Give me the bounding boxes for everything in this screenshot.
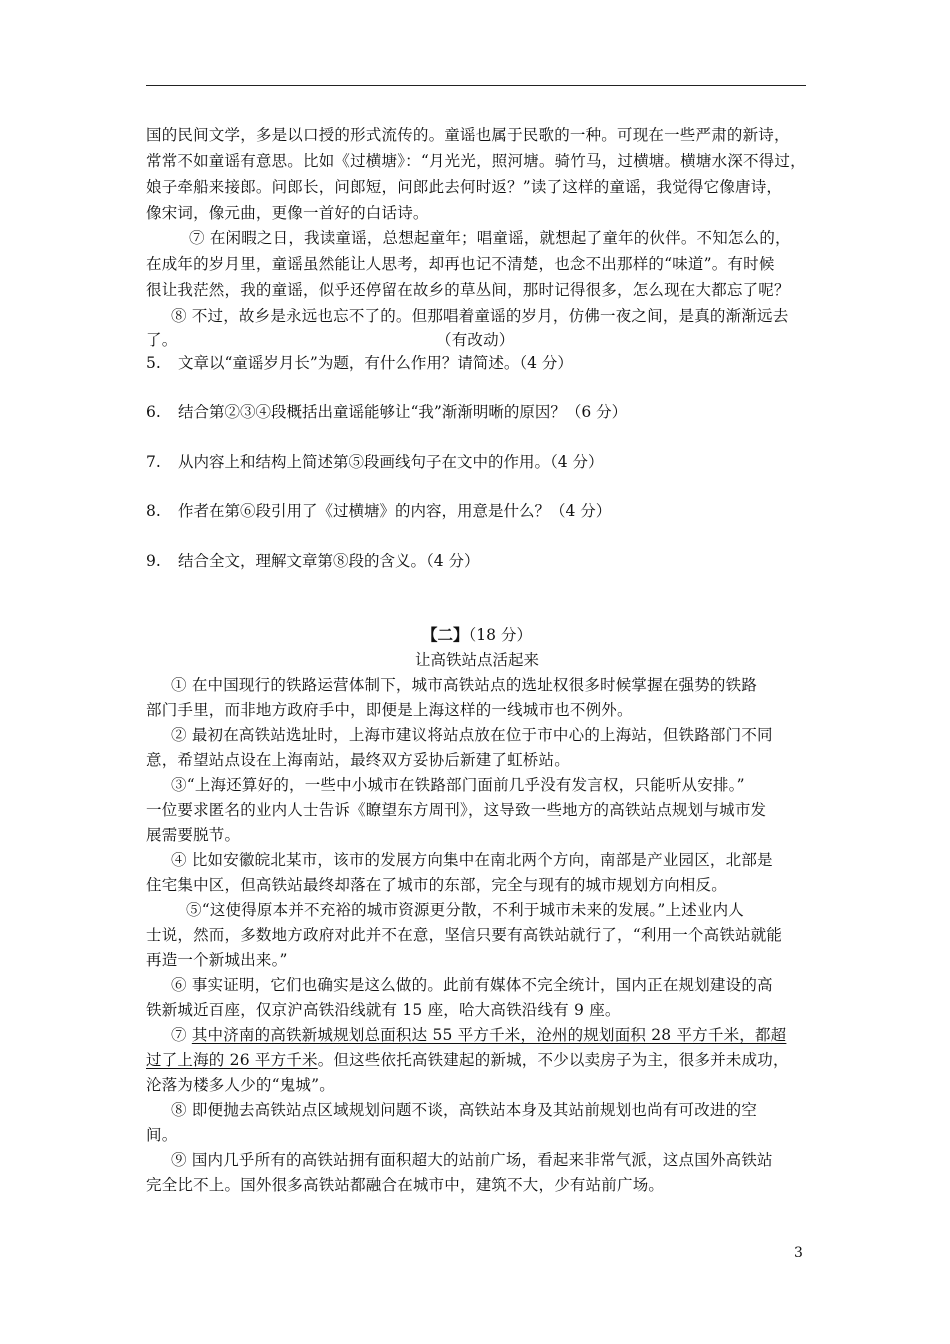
passage1-line: 很让我茫然，我的童谣，似乎还停留在故乡的草丛间，那时记得很多，怎么现在大都忘了呢？ bbox=[146, 281, 790, 299]
article-paragraph-3: ③“上海还算好的，一些中小城市在铁路部门面前几乎没有发言权，只能听从安排。” bbox=[171, 776, 745, 794]
section-heading bbox=[146, 622, 808, 648]
article-paragraph-8: ⑧ 即便抛去高铁站点区域规划问题不谈，高铁站本身及其站前规划也尚有可改进的空 bbox=[171, 1101, 758, 1119]
passage1-paragraph-7: ⑦ 在闲暇之日，我读童谣，总想起童年；唱童谣，就想起了童年的伙伴。不知怎么的， bbox=[189, 229, 791, 247]
question-6 bbox=[146, 399, 627, 425]
question-5 bbox=[146, 350, 573, 376]
article-line: 沦落为楼多人少的“鬼城”。 bbox=[146, 1076, 335, 1094]
passage1-line: 了。 bbox=[146, 331, 178, 349]
section-heading-score: （18 分） bbox=[468, 626, 532, 644]
article-line: 意，希望站点设在上海南站，最终双方妥协后新建了虹桥站。 bbox=[146, 751, 570, 769]
article-line: 住宅集中区，但高铁站最终却落在了城市的东部，完全与现有的城市规划方向相反。 bbox=[146, 876, 727, 894]
question-number: 7. bbox=[146, 453, 161, 471]
passage1-line: 娘子牵船来接郎。问郎长，问郎短，问郎此去何时返？”读了这样的童谣，我觉得它像唐诗， bbox=[146, 178, 783, 196]
article-line: 部门手里，而非地方政府手中，即便是上海这样的一线城市也不例外。 bbox=[146, 701, 633, 719]
article-paragraph-2: ② 最初在高铁站选址时，上海市建议将站点放在位于市中心的上海站，但铁路部门不同 bbox=[171, 726, 773, 744]
article-line: 士说，然而，多数地方政府对此并不在意，坚信只要有高铁站就行了，“利用一个高铁站就能 bbox=[146, 926, 783, 944]
passage1-line: 在成年的岁月里，童谣虽然能让人思考，却再也记不清楚，也念不出那样的“味道”。有时候 bbox=[146, 255, 775, 273]
article-line: 一位要求匿名的业内人士告诉《瞭望东方周刊》，这导致一些地方的高铁站点规划与城市发 bbox=[146, 801, 767, 819]
passage1-line: 国的民间文学，多是以口授的形式流传的。童谣也属于民歌的一种。可现在一些严肃的新诗， bbox=[146, 126, 790, 144]
header-rule bbox=[146, 85, 806, 86]
passage1-paragraph-8: ⑧ 不过，故乡是永远也忘不了的。但那唱着童谣的岁月，仿佛一夜之间，是真的渐渐远去 bbox=[171, 307, 789, 325]
underlined-sentence: 其中济南的高铁新城规划总面积达 55 平方千米，沧州的规划面积 28 平方千米，都超 bbox=[191, 1026, 787, 1044]
article-line: 再造一个新城出来。” bbox=[146, 951, 288, 969]
article-line bbox=[146, 1047, 808, 1073]
question-number: 6. bbox=[146, 403, 161, 421]
paragraph-marker: ⑦ bbox=[171, 1026, 192, 1044]
question-text: 从内容上和结构上简述第⑤段画线句子在文中的作用。（4 分） bbox=[178, 453, 604, 471]
question-8 bbox=[146, 498, 611, 524]
question-text: 文章以“童谣岁月长”为题，有什么作用？请简述。（4 分） bbox=[178, 354, 573, 372]
question-7 bbox=[146, 449, 604, 475]
question-9 bbox=[146, 548, 480, 574]
passage1-note: （有改动） bbox=[436, 331, 515, 349]
question-number: 5. bbox=[146, 354, 161, 372]
article-line: 间。 bbox=[146, 1126, 178, 1144]
article-paragraph-5: ⑤“这使得原本并不充裕的城市资源更分散，不利于城市未来的发展。”上述业内人 bbox=[186, 901, 745, 919]
article-paragraph-4: ④ 比如安徽皖北某市，该市的发展方向集中在南北两个方向，南部是产业园区，北部是 bbox=[171, 851, 773, 869]
article-line: 铁新城近百座，仅京沪高铁沿线就有 15 座，哈大高铁沿线有 9 座。 bbox=[146, 1001, 621, 1019]
question-text: 结合全文，理解文章第⑧段的含义。（4 分） bbox=[178, 552, 480, 570]
article-paragraph-6: ⑥ 事实证明，它们也确实是这么做的。此前有媒体不完全统计，国内正在规划建设的高 bbox=[171, 976, 773, 994]
sentence-continuation: 。但这些依托高铁建起的新城，不少以卖房子为主，很多并未成功， bbox=[317, 1051, 789, 1069]
question-text: 结合第②③④段概括出童谣能够让“我”渐渐明晰的原因？（6 分） bbox=[178, 403, 628, 421]
passage1-line: 像宋词，像元曲，更像一首好的白话诗。 bbox=[146, 204, 429, 222]
article-line: 展需要脱节。 bbox=[146, 826, 241, 844]
article-paragraph-7 bbox=[171, 1022, 833, 1048]
article-title: 让高铁站点活起来 bbox=[414, 651, 539, 669]
article-line: 完全比不上。国外很多高铁站都融合在城市中，建筑不大，少有站前广场。 bbox=[146, 1176, 665, 1194]
question-number: 9. bbox=[146, 552, 161, 570]
underlined-sentence: 过了上海的 26 平方千米 bbox=[146, 1051, 318, 1069]
page-number: 3 bbox=[794, 1245, 803, 1261]
question-text: 作者在第⑥段引用了《过横塘》的内容，用意是什么？（4 分） bbox=[178, 502, 612, 520]
passage1-line: 常常不如童谣有意思。比如《过横塘》：“月光光，照河塘。骑竹马，过横塘。横塘水深不得过， bbox=[146, 152, 806, 170]
article-paragraph-9: ⑨ 国内几乎所有的高铁站拥有面积超大的站前广场，看起来非常气派，这点国外高铁站 bbox=[171, 1151, 773, 1169]
article-paragraph-1: ① 在中国现行的铁路运营体制下，城市高铁站点的选址权很多时候掌握在强势的铁路 bbox=[171, 676, 758, 694]
section-heading-label: 【二】 bbox=[422, 625, 469, 644]
question-number: 8. bbox=[146, 502, 161, 520]
